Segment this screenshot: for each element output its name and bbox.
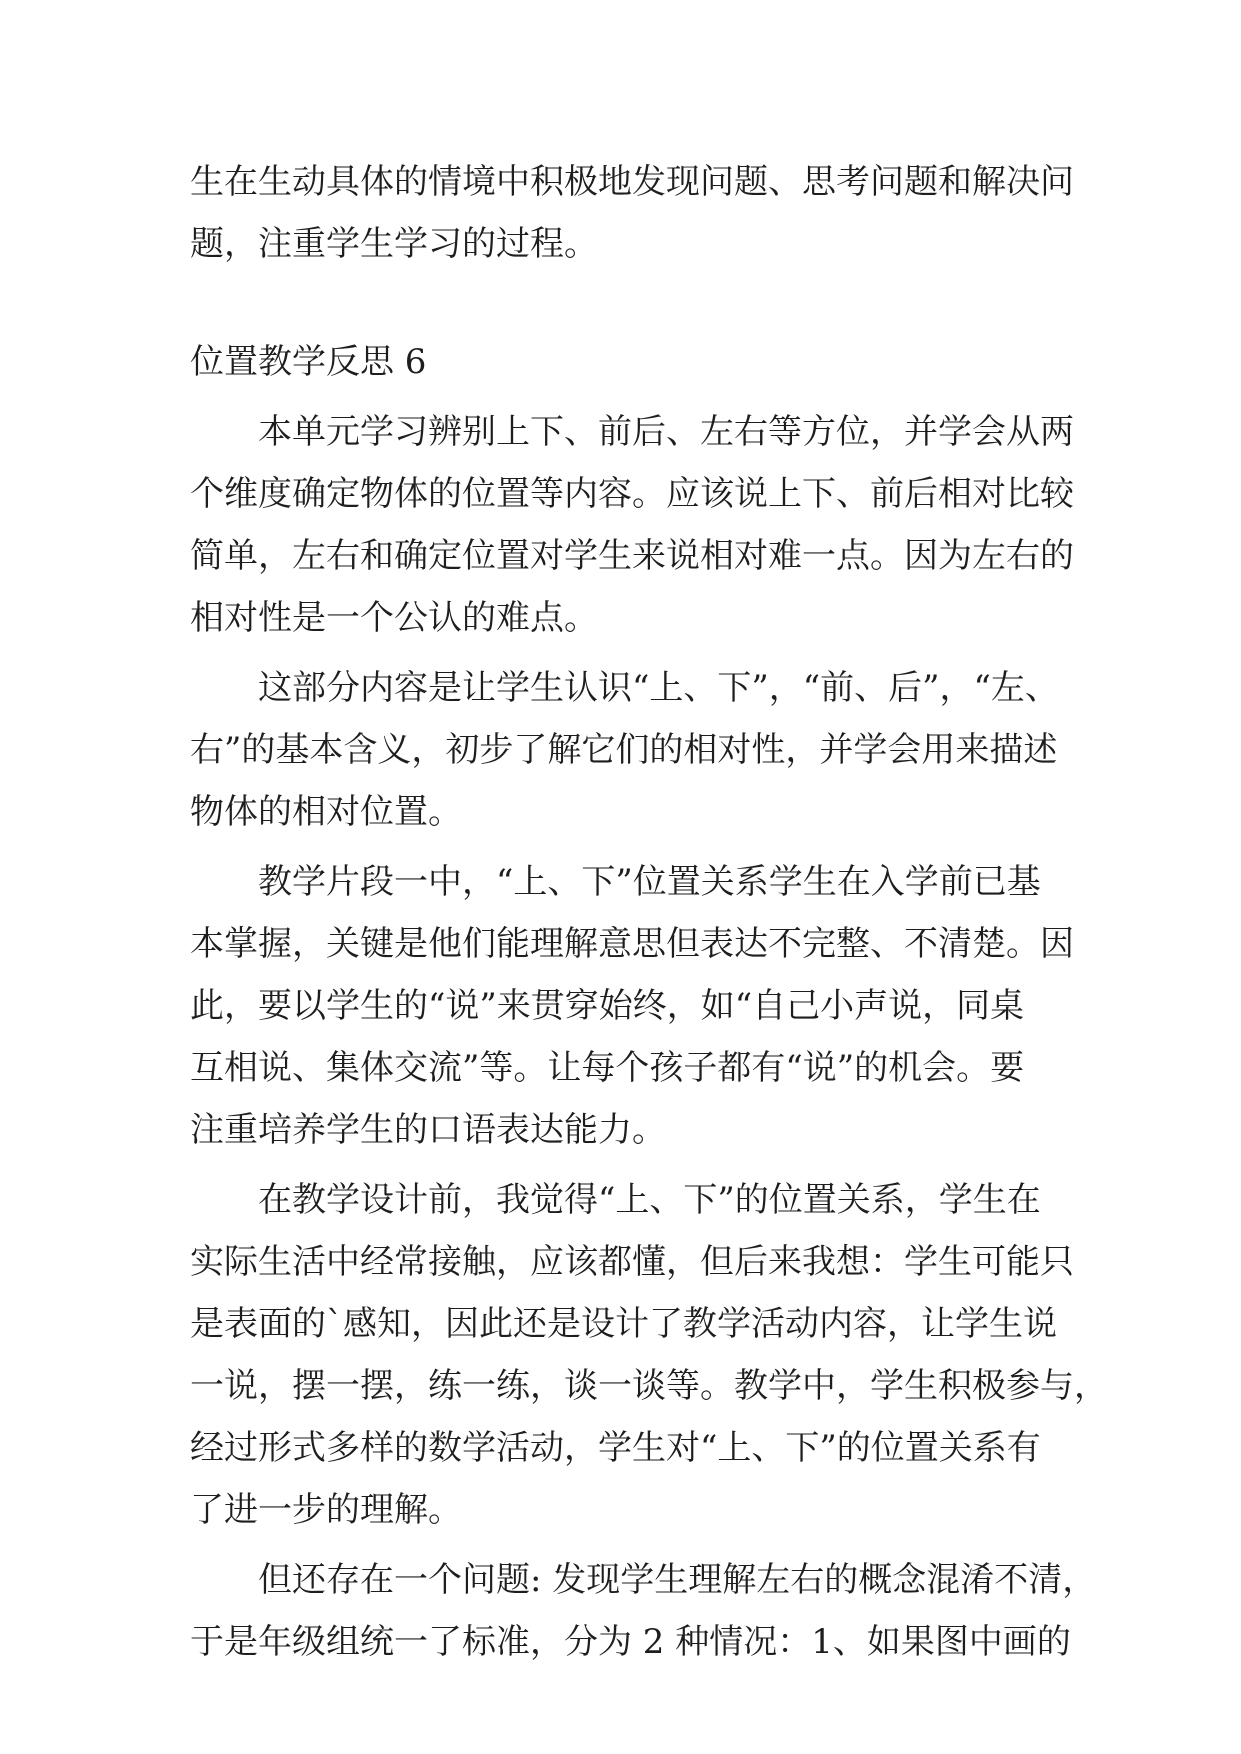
paragraph-3-line-2: 本掌握，关键是他们能理解意思但表达不完整、不清楚。因: [190, 924, 1074, 964]
paragraph-1-line-4: 相对性是一个公认的难点。: [190, 598, 598, 638]
paragraph-4-line-5: 经过形式多样的数学活动，学生对“上、下”的位置关系有: [190, 1428, 1041, 1468]
paragraph-4-line-6: 了进一步的理解。: [190, 1490, 462, 1530]
intro-line-2: 题，注重学生学习的过程。: [190, 224, 598, 264]
paragraph-4-line-1: 在教学设计前，我觉得“上、下”的位置关系，学生在: [258, 1180, 1041, 1220]
paragraph-2-line-2: 右”的基本含义，初步了解它们的相对性，并学会用来描述: [190, 730, 1058, 770]
paragraph-3-line-3: 此，要以学生的“说”来贯穿始终，如“自己小声说，同桌: [190, 986, 1025, 1026]
paragraph-2-line-1: 这部分内容是让学生认识“上、下”，“前、后”，“左、: [258, 668, 1059, 708]
paragraph-1-line-3: 简单，左右和确定位置对学生来说相对难一点。因为左右的: [190, 536, 1074, 576]
paragraph-5-line-1: 但还存在一个问题: 发现学生理解左右的概念混淆不清，: [258, 1560, 1097, 1600]
paragraph-3-line-4: 互相说、集体交流”等。让每个孩子都有“说”的机会。要: [190, 1048, 1025, 1088]
paragraph-1-line-2: 个维度确定物体的位置等内容。应该说上下、前后相对比较: [190, 474, 1074, 514]
paragraph-3-line-5: 注重培养学生的口语表达能力。: [190, 1110, 666, 1150]
paragraph-5-line-2: 于是年级组统一了标准，分为 2 种情况：1、如果图中画的: [190, 1622, 1071, 1662]
paragraph-3-line-1: 教学片段一中，“上、下”位置关系学生在入学前已基: [258, 862, 1041, 902]
paragraph-2-line-3: 物体的相对位置。: [190, 792, 462, 832]
paragraph-4-line-4: 一说，摆一摆，练一练，谈一谈等。教学中，学生积极参与，: [190, 1366, 1108, 1406]
intro-line-1: 生在生动具体的情境中积极地发现问题、思考问题和解决问: [190, 162, 1074, 202]
paragraph-4-line-2: 实际生活中经常接触，应该都懂，但后来我想：学生可能只: [190, 1242, 1074, 1282]
section-title: 位置教学反思 6: [190, 342, 427, 382]
paragraph-1-line-1: 本单元学习辨别上下、前后、左右等方位，并学会从两: [258, 412, 1074, 452]
paragraph-4-line-3: 是表面的`感知，因此还是设计了教学活动内容，让学生说: [190, 1304, 1057, 1344]
